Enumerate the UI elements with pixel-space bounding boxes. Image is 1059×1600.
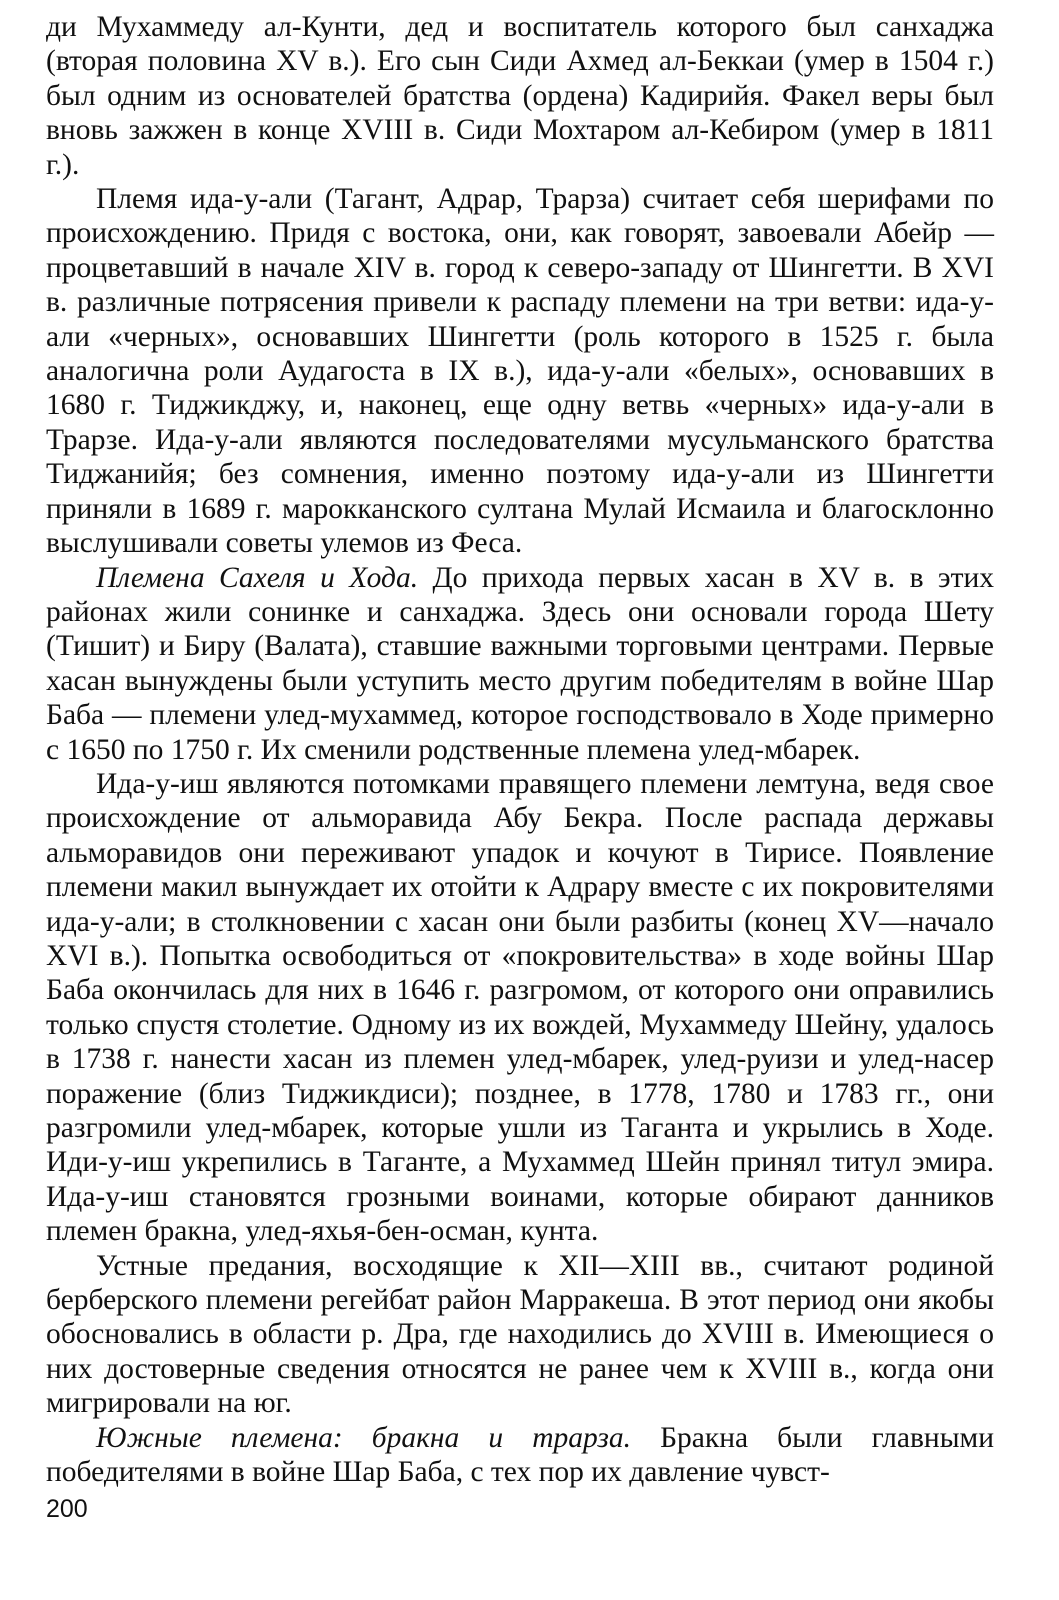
- paragraph-text: Бракна были главными победителями в войне Шар Баба, с тех пор их давление чувст-: [46, 1421, 994, 1489]
- paragraph-text: Ида-у-иш являются потомками правящего племени лемтуна, ведя свое происхождение от альморавида Абу Бекра. После распада державы альморавидов они переживают упадок и кочуют в Тирисе. Появление племени макил вынуждает их отойти к Адрару вместе с их покровителями ида-у-али; в столкновении с хасан они были разбиты (конец XV—начало XVI в.). Попытка освободиться от «покровительства» в ходе войны Шар Баба окончилась для них в 1646 г. разгромом, от которого они оправились только спустя столетие. Одному из их вождей, Мухаммеду Шейну, удалось в 1738 г. нанести хасан из племен улед-мбарек, улед-руизи и улед-насер поражение (близ Тиджикдиси); позднее, в 1778, 1780 и 1783 гг., они разгромили улед-мбарек, которые ушли из Таганта и укрылись в Ходе. Иди-у-иш укрепились в Таганте, а Мухаммед Шейн принял титул эмира. Ида-у-иш становятся грозными воинами, которые обирают данников племен бракна, улед-яхья-бен-осман, кунта.: [46, 767, 994, 1248]
- paragraph-4: [46, 767, 994, 1249]
- body-text: [46, 10, 994, 1489]
- paragraph-2: [46, 182, 994, 560]
- paragraph-6: [46, 1421, 994, 1490]
- paragraph-text: Племя ида-у-али (Тагант, Адрар, Трарза) считает себя шерифами по происхождению. Придя с востока, они, как говорят, завоевали Абейр — процветавший в начале XIV в. город к северо-западу от Шингетти. В XVI в. различные потрясения привели к распаду племени на три ветви: ида-у-али «черных», основавших Шингетти (роль которого в 1525 г. была аналогична роли Аудагоста в IX в.), ида-у-али «белых», основавших в 1680 г. Тиджикджу, и, наконец, еще одну ветвь «черных» ида-у-али в Трарзе. Ида-у-али являются последователями мусульманского братства Тиджанийя; без сомнения, именно поэтому ида-у-али из Шингетти приняли в 1689 г. марокканского султана Мулай Исмаила и благосклонно выслушивали советы улемов из Феса.: [46, 183, 994, 560]
- paragraph-text: ди Мухаммеду ал-Кунти, дед и воспитатель которого был санхаджа (вторая половина XV в.). Его сын Сиди Ахмед ал-Беккаи (умер в 1504 г.) был одним из основателей братства (ордена) Кадирийя. Факел веры был вновь зажжен в конце XVIII в. Сиди Мохтаром ал-Кебиром (умер в 1811 г.).: [46, 11, 994, 181]
- paragraph-1: [46, 10, 994, 182]
- paragraph-heading: Племена Сахеля и Хода.: [96, 561, 419, 594]
- paragraph-heading: Южные племена: бракна и трарза.: [96, 1421, 632, 1454]
- paragraph-3: [46, 561, 994, 767]
- paragraph-text: До прихода первых хасан в XV в. в этих районах жили сонинке и санхаджа. Здесь они основали города Шету (Тишит) и Биру (Валата), ставшие важными торговыми центрами. Первые хасан вынуждены были уступить место другим победителям в войне Шар Баба — племени улед-мухаммед, которое господствовало в Ходе примерно с 1650 по 1750 г. Их сменили родственные племена улед-мбарек.: [46, 561, 995, 766]
- paragraph-5: [46, 1249, 994, 1421]
- page-number: 200: [46, 1495, 88, 1523]
- paragraph-text: Устные предания, восходящие к XII—XIII вв., считают родиной берберского племени регейбат район Марракеша. В этот период они якобы обосновались в области р. Дра, где находились до XVIII в. Имеющиеся о них достоверные сведения относятся не ранее чем к XVIII в., когда они мигрировали на юг.: [46, 1249, 994, 1420]
